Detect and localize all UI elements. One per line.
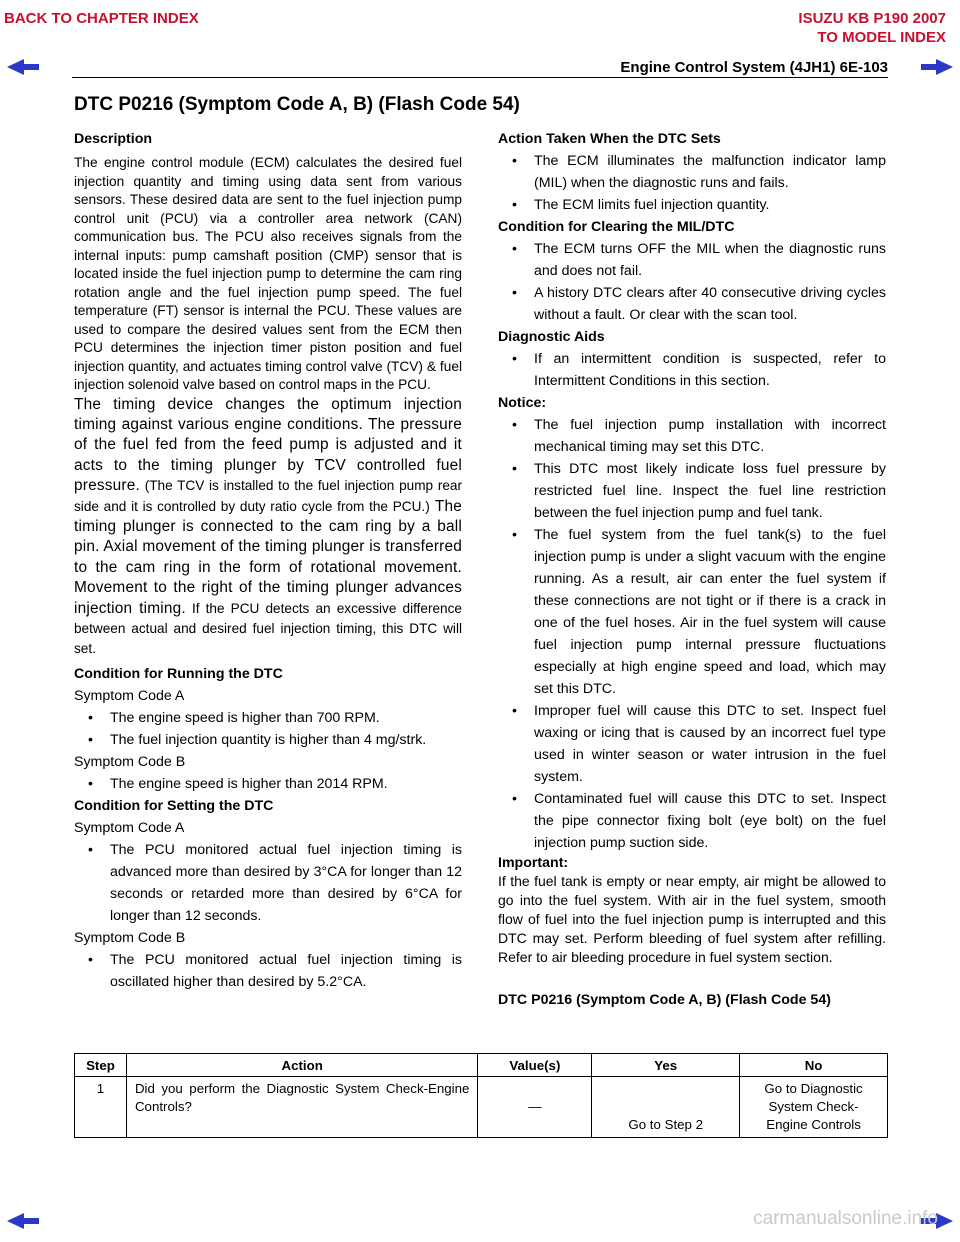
table-header-row <box>75 1054 888 1077</box>
list-item: • The engine speed is higher than 700 RPM. <box>74 707 462 729</box>
running-heading: Condition for Running the DTC <box>74 665 283 682</box>
setting-symptom-b-list <box>74 949 462 993</box>
diagnostic-aids-list <box>498 348 886 392</box>
clearing-list <box>498 238 886 326</box>
table-row <box>75 1077 888 1138</box>
list-item: • A history DTC clears after 40 consecutive driving cycles without a fault. Or clear with the scan tool. <box>498 282 886 326</box>
right-column <box>498 128 886 1011</box>
column-header-action: Action <box>126 1054 477 1077</box>
yes-cell[interactable]: Go to Step 2 <box>592 1077 740 1138</box>
description-paragraph-2 <box>74 395 462 660</box>
important-heading: Important: <box>498 855 569 871</box>
page-title: DTC P0216 (Symptom Code A, B) (Flash Code 54) <box>74 94 520 115</box>
diagnostic-table <box>74 1053 888 1138</box>
column-header-values: Value(s) <box>478 1054 592 1077</box>
running-symptom-b-label: Symptom Code B <box>74 753 186 770</box>
no-cell[interactable]: Go to Diagnostic System Check-Engine Controls <box>740 1077 888 1138</box>
list-item: • This DTC most likely indicate loss fuel pressure by restricted fuel line. Inspect the fuel line restriction between the fuel injection pump and fuel tank. <box>498 458 886 524</box>
running-symptom-a-label: Symptom Code A <box>74 687 185 704</box>
setting-symptom-a-list <box>74 839 462 927</box>
list-item: • The ECM limits fuel injection quantity. <box>498 194 886 216</box>
clearing-heading: Condition for Clearing the MIL/DTC <box>498 219 735 235</box>
list-item: • Improper fuel will cause this DTC to set. Inspect fuel waxing or icing that is caused by an incorrect fuel type used in winter season or water intrusion in the fuel system. <box>498 700 886 788</box>
important-text: If the fuel tank is empty or near empty, air might be allowed to go into the fuel system. With air in the fuel system, smooth flow of fuel into the fuel injection pump is interrupted and this DTC may set. Perform bleeding of fuel system after refilling. Refer to air bleeding procedure in fuel system section. <box>498 873 886 965</box>
setting-heading: Condition for Setting the DTC <box>74 797 274 814</box>
watermark: carmanualsonline.info <box>753 1208 938 1229</box>
to-model-index-link[interactable]: TO MODEL INDEX <box>817 29 946 46</box>
brand-model-line: ISUZU KB P190 2007 <box>798 10 946 27</box>
notice-heading: Notice: <box>498 395 547 411</box>
column-header-no: No <box>740 1054 888 1077</box>
table-caption: DTC P0216 (Symptom Code A, B) (Flash Code 54) <box>498 992 831 1008</box>
action-list <box>498 150 886 216</box>
action-cell: Did you perform the Diagnostic System Check-Engine Controls? <box>126 1077 477 1138</box>
list-item: • If an intermittent condition is suspected, refer to Intermittent Conditions in this section. <box>498 348 886 392</box>
header-divider <box>72 77 888 78</box>
description-paragraph-2-part-b: (The TCV is installed to the fuel injection pump rear side and it is controlled by duty ratio cycle from the PCU.) <box>74 478 462 514</box>
list-item: • The ECM turns OFF the MIL when the diagnostic runs and does not fail. <box>498 238 886 282</box>
list-item: • The fuel system from the fuel tank(s) to the fuel injection pump is under a slight vacuum with the engine running. As a result, air can enter the fuel system if these connections are not tight or if there is a crack in one of the fuel hoses. Air in the fuel system will cause fuel injection pump internal pressure fluctuations especially at high engine speed and load, which may set this DTC. <box>498 524 886 700</box>
description-paragraph-2-part-d: If the PCU detects an excessive difference between actual and desired fuel injection timing, this DTC will set. <box>74 600 462 657</box>
notice-list <box>498 414 886 854</box>
list-item: • The ECM illuminates the malfunction indicator lamp (MIL) when the diagnostic runs and fails. <box>498 150 886 194</box>
running-header-title: Engine Control System (4JH1) 6E-103 <box>620 59 888 76</box>
list-item: • The PCU monitored actual fuel injection timing is advanced more than desired by 3°CA for longer than 12 seconds or retarded more than desired by 6°CA for longer than 12 seconds. <box>74 839 462 927</box>
list-item: • The fuel injection quantity is higher than 4 mg/strk. <box>74 729 462 751</box>
description-heading: Description <box>74 131 153 147</box>
action-heading: Action Taken When the DTC Sets <box>498 131 721 147</box>
list-item: • The fuel injection pump installation with incorrect mechanical timing may set this DTC. <box>498 414 886 458</box>
running-symptom-b-list <box>74 773 462 795</box>
description-paragraph-2-part-a: The timing device changes the optimum injection timing against various engine conditions. The pressure of the fuel fed from the feed pump is adjusted and it acts to the timing plunger by TCV controlled fuel pressure. <box>74 395 462 495</box>
list-item: • The PCU monitored actual fuel injection timing is oscillated higher than desired by 5.2°CA. <box>74 949 462 993</box>
description-paragraph-1: The engine control module (ECM) calculates the desired fuel injection quantity and timing using data sent from various sensors. These desired data are sent to the fuel injection pump control unit (PCU) via a controller area network (CAN) communication bus. The PCU also receives signals from the internal inputs: pump camshaft position (CMP) sensor that is located inside the fuel injection pump to determine the cam ring rotation angle and the fuel injection pump speed. The fuel temperature (FT) sensor is internal the PCU. These values are used to compare the desired values sent from the ECM then PCU determines the injection timer piston position and fuel injection quantity, and actuates timing control valve (TCV) & fuel injection solenoid valve based on control maps in the PCU. <box>74 155 462 392</box>
value-cell: — <box>478 1077 592 1138</box>
column-header-step: Step <box>75 1054 127 1077</box>
setting-symptom-b-label: Symptom Code B <box>74 929 186 946</box>
next-page-arrow-icon[interactable] <box>920 58 954 76</box>
list-item: • The engine speed is higher than 2014 RPM. <box>74 773 462 795</box>
diagnostic-aids-heading: Diagnostic Aids <box>498 329 605 345</box>
back-to-chapter-index-link[interactable]: BACK TO CHAPTER INDEX <box>4 10 199 27</box>
left-column <box>74 128 462 993</box>
step-cell: 1 <box>75 1077 127 1138</box>
setting-symptom-a-label: Symptom Code A <box>74 819 185 836</box>
previous-page-arrow-icon[interactable] <box>6 58 40 76</box>
previous-page-bottom-arrow-icon[interactable] <box>6 1212 40 1230</box>
description-paragraph-2-part-c: The timing plunger is connected to the cam ring by a ball pin. Axial movement of the timing plunger is transferred to the cam ring in the form of rotational movement. Movement to the right of the timing plunger advances injection timing. <box>74 497 462 617</box>
list-item: • Contaminated fuel will cause this DTC to set. Inspect the pipe connector fixing bolt (eye bolt) on the fuel injection pump suction side. <box>498 788 886 854</box>
column-header-yes: Yes <box>592 1054 740 1077</box>
running-symptom-a-list <box>74 707 462 751</box>
